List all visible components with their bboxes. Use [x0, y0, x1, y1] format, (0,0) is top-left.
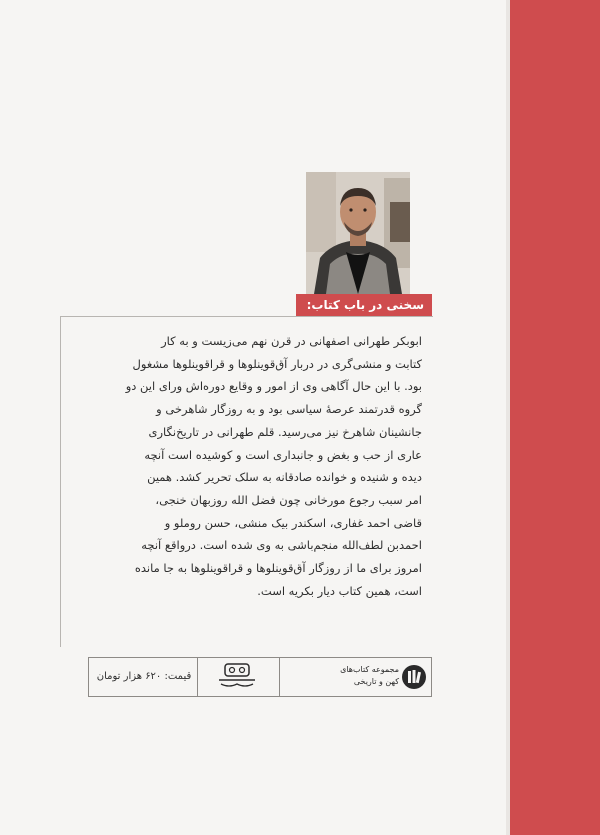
description-line: دیده و شنیده و خوانده صادقانه به سلک تحریر کشد. همین [147, 470, 422, 485]
collection-brand [335, 661, 429, 693]
description-line: احمدبن لطف‌الله منجم‌باشی به وی شده است. درواقع آنچه [141, 538, 422, 553]
intro-heading: سخنی در باب کتاب: [296, 294, 432, 316]
publisher-logo [205, 662, 269, 692]
price-label: قیمت: ۶۲۰ هزار تومان [96, 671, 192, 682]
collection-title-line: کهن و تاریخی [353, 677, 399, 686]
author-photo [306, 172, 410, 294]
description-line: کتابت و منشی‌گری در دربار آق‌قوینلوها و قراقوینلوها مشغول [132, 356, 422, 371]
footer-divider [279, 658, 280, 696]
red-spine-band [510, 0, 600, 835]
book-description [76, 330, 422, 602]
collection-title [335, 664, 399, 688]
description-line: امروز برای ما از روزگار آق‌قوینلوها و قراقوینلوها به جا مانده [134, 561, 422, 576]
description-line: بود. با این حال آگاهی وی از امور و وقایع دوره‌اش ورای این دو [125, 379, 422, 394]
description-line: گروه قدرتمند عرصهٔ سیاسی بود و به روزگار شاهرخی و [156, 402, 422, 417]
description-line: ابوبکر طهرانی اصفهانی در قرن نهم می‌زیست و به کار [161, 334, 422, 348]
footer-info-box [88, 657, 432, 697]
description-line: جانشینان شاهرخ نیز می‌رسید. قلم طهرانی در تاریخ‌نگاری [148, 424, 422, 439]
description-line: امر سبب رجوع مورخانی چون فضل الله روزبهان خنجی، [155, 492, 422, 507]
description-line: عاری از حب و بغض و جانبداری است و کوشیده است آنچه [144, 447, 422, 462]
footer-divider [197, 658, 198, 696]
books-icon [401, 663, 427, 691]
collection-title-line: مجموعه کتاب‌های [340, 665, 399, 674]
description-line: قاضی احمد غفاری، اسکندر بیک منشی، حسن روملو و [164, 515, 422, 530]
description-line: است، همین کتاب دیار بکریه است. [257, 583, 422, 598]
